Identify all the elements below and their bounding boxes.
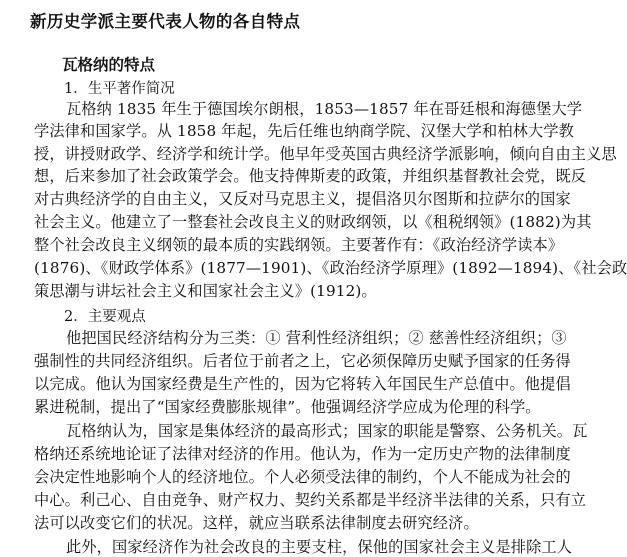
paragraph-line: 瓦格纳 1835 年生于德国埃尔朗根，1853—1857 年在哥廷根和海德堡大学 — [66, 100, 583, 118]
paragraph-line: (1876)、《财政学体系》(1877—1901)、《政治经济学原理》(1892—1894)、《社会政 — [34, 259, 627, 277]
subheading-biography: 1．生平著作简况 — [64, 81, 175, 97]
subheading-main-views: 2．主要观点 — [64, 309, 146, 325]
paragraph-line: 累进税制，提出了“国家经费膨胀规律”。他强调经济学应成为伦理的科学。 — [34, 398, 541, 416]
page-title: 新历史学派主要代表人物的各自特点 — [30, 12, 301, 31]
paragraph-line: 格纳还系统地论证了法律对经济的作用。他认为，作为一定历史产物的法律制度 — [34, 445, 571, 463]
paragraph-line: 法可以改变它们的状况。这样，就应当联系法律制度去研究经济。 — [34, 514, 479, 532]
paragraph-line: 会决定性地影响个人的经济地位。个人必须受法律的制约，个人不能成为社会的 — [34, 468, 571, 486]
paragraph-line: 授，讲授财政学、经济学和统计学。他早年受英国古典经济学派影响，倾向自由主义思 — [34, 145, 617, 163]
paragraph-line: 强制性的共同经济组织。后者位于前者之上，它必须保障历史赋予国家的任务得 — [34, 352, 571, 370]
paragraph-line: 对古典经济学的自由主义，又反对马克思主义，提倡洛贝尔图斯和拉萨尔的国家 — [34, 190, 571, 208]
paragraph-line-partial: 此外，国家经济作为社会改良的主要支柱，保他的国家社会主义是排除工人 — [66, 538, 573, 556]
paragraph-line: 瓦格纳认为，国家是集体经济的最高形式；国家的职能是警察、公务机关。瓦 — [66, 422, 588, 440]
paragraph-line: 社会主义。他建立了一整套社会改良主义的财政纲领，以《租税纲领》(1882)为其 — [34, 213, 592, 231]
paragraph-line: 想，后来参加了社会政策学会。他支持俾斯麦的政策，并组织基督教社会党，既反 — [34, 167, 587, 185]
paragraph-line: 以完成。他认为国家经费是生产性的，因为它将转入年国民生产总值中。他提倡 — [34, 375, 571, 393]
section-title: 瓦格纳的特点 — [62, 56, 156, 74]
paragraph-line: 他把国民经济结构分为三类：① 营利性经济组织；② 慈善性经济组织；③ — [66, 329, 567, 347]
paragraph-line: 整个社会改良主义纲领的最本质的实践纲领。主要著作有：《政治经济学读本》 — [34, 236, 564, 254]
paragraph-line: 学法律和国家学。从 1858 年起，先后任维也纳商学院、汉堡大学和柏林大学教 — [34, 122, 575, 140]
paragraph-line: 中心。利己心、自由竞争、财产权力、契约关系都是半经济半法律的关系，只有立 — [34, 491, 587, 509]
paragraph-line: 策思潮与讲坛社会主义和国家社会主义》(1912)。 — [34, 282, 377, 300]
